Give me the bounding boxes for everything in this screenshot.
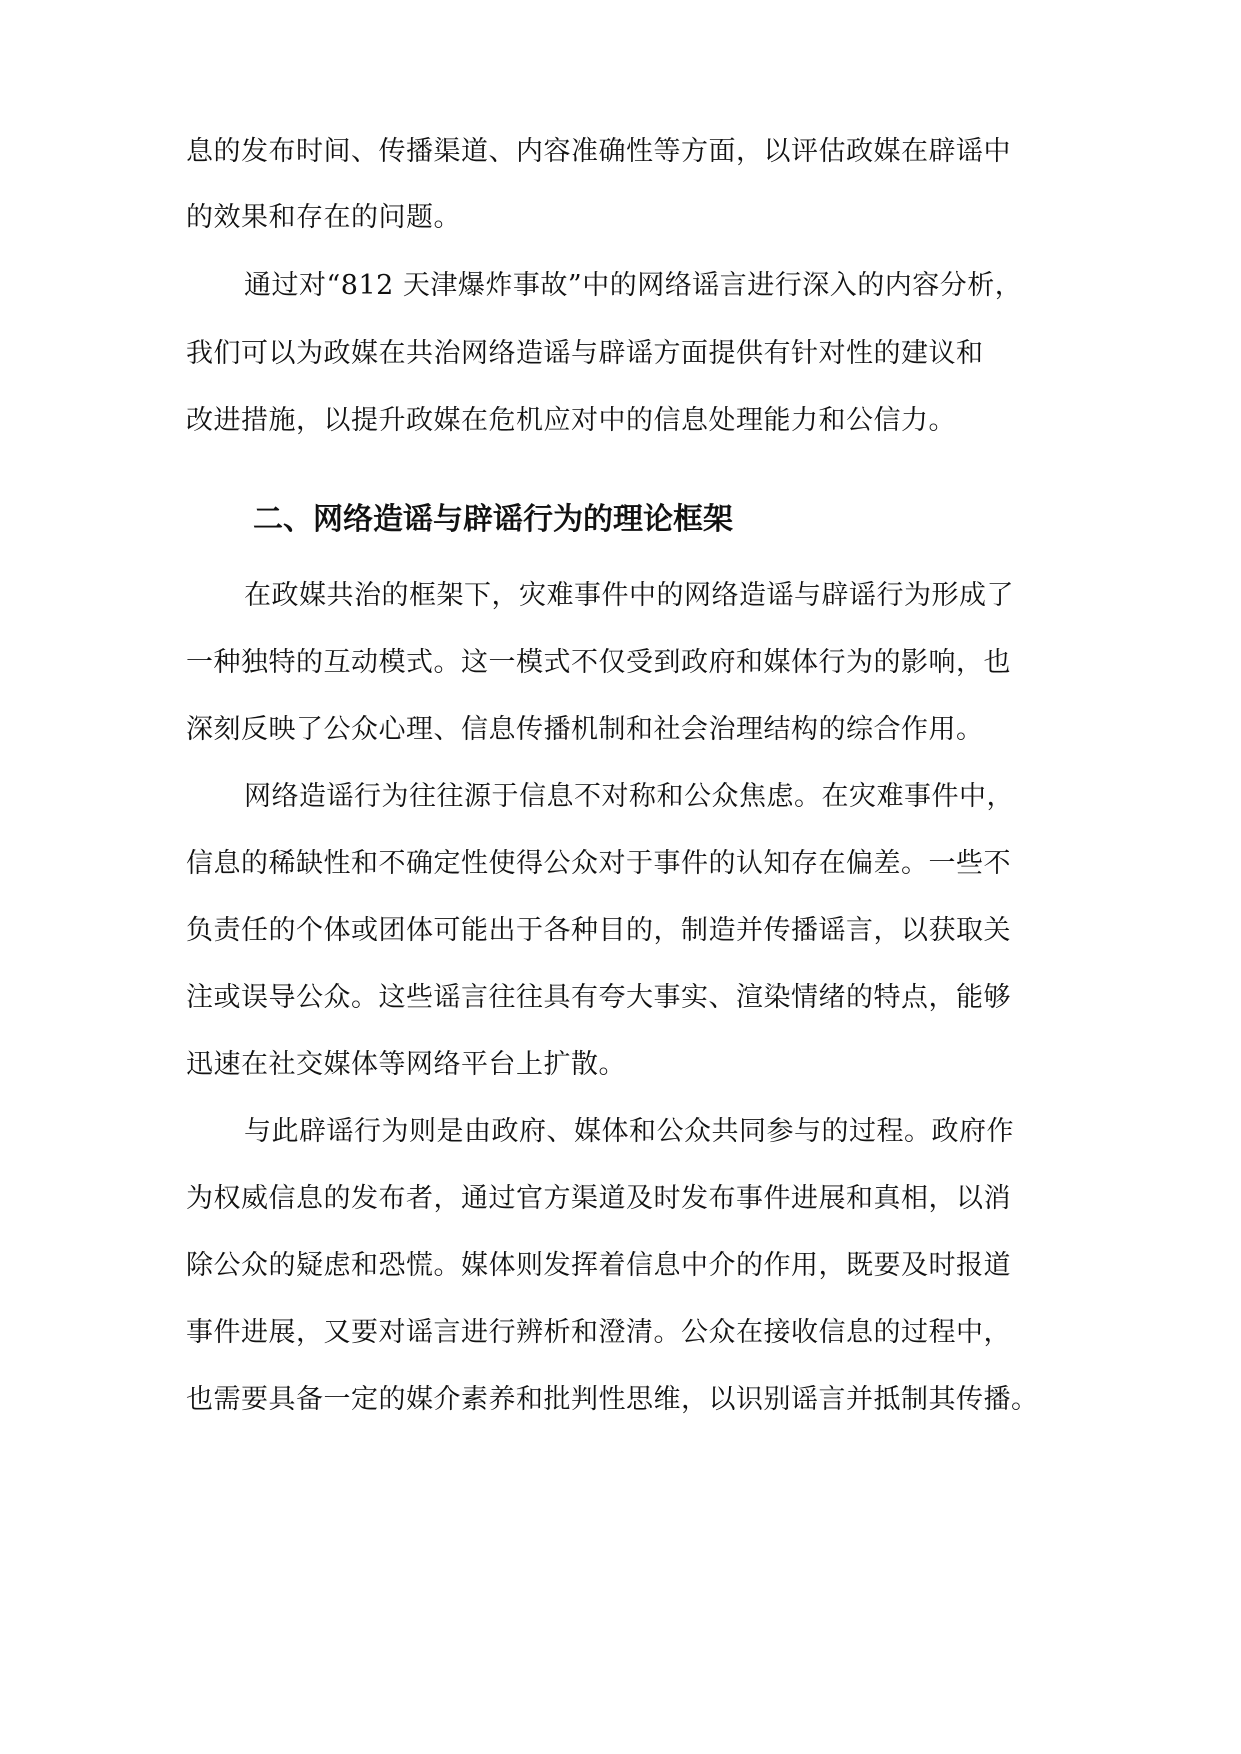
paragraph-line: 与此辟谣行为则是由政府、媒体和公众共同参与的过程。政府作 [244, 1116, 1014, 1147]
paragraph-line: 也需要具备一定的媒介素养和批判性思维，以识别谣言并抵制其传播。 [186, 1384, 1039, 1415]
paragraph-line: 事件进展，又要对谣言进行辨析和澄清。公众在接收信息的过程中， [186, 1317, 1011, 1348]
paragraph-line: 息的发布时间、传播渠道、内容准确性等方面，以评估政媒在辟谣中 [186, 136, 1011, 167]
paragraph-line: 我们可以为政媒在共治网络造谣与辟谣方面提供有针对性的建议和 [186, 338, 984, 369]
paragraph-line: 负责任的个体或团体可能出于各种目的，制造并传播谣言，以获取关 [186, 915, 1011, 946]
paragraph-line: 通过对“812 天津爆炸事故”中的网络谣言进行深入的内容分析， [244, 270, 1023, 301]
paragraph-line: 除公众的疑虑和恐慌。媒体则发挥着信息中介的作用，既要及时报道 [186, 1250, 1011, 1281]
paragraph-line: 的效果和存在的问题。 [186, 202, 461, 233]
section-heading: 二、网络造谣与辟谣行为的理论框架 [253, 502, 733, 537]
paragraph-line: 在政媒共治的框架下，灾难事件中的网络造谣与辟谣行为形成了 [244, 580, 1014, 611]
paragraph-line: 一种独特的互动模式。这一模式不仅受到政府和媒体行为的影响，也 [186, 647, 1011, 678]
paragraph-line: 迅速在社交媒体等网络平台上扩散。 [186, 1049, 626, 1080]
paragraph-line: 深刻反映了公众心理、信息传播机制和社会治理结构的综合作用。 [186, 714, 984, 745]
paragraph-line: 网络造谣行为往往源于信息不对称和公众焦虑。在灾难事件中， [244, 781, 1014, 812]
paragraph-line: 改进措施，以提升政媒在危机应对中的信息处理能力和公信力。 [186, 405, 956, 436]
paragraph-line: 为权威信息的发布者，通过官方渠道及时发布事件进展和真相，以消 [186, 1183, 1011, 1214]
paragraph-line: 信息的稀缺性和不确定性使得公众对于事件的认知存在偏差。一些不 [186, 848, 1011, 879]
paragraph-line: 注或误导公众。这些谣言往往具有夸大事实、渲染情绪的特点，能够 [186, 982, 1011, 1013]
